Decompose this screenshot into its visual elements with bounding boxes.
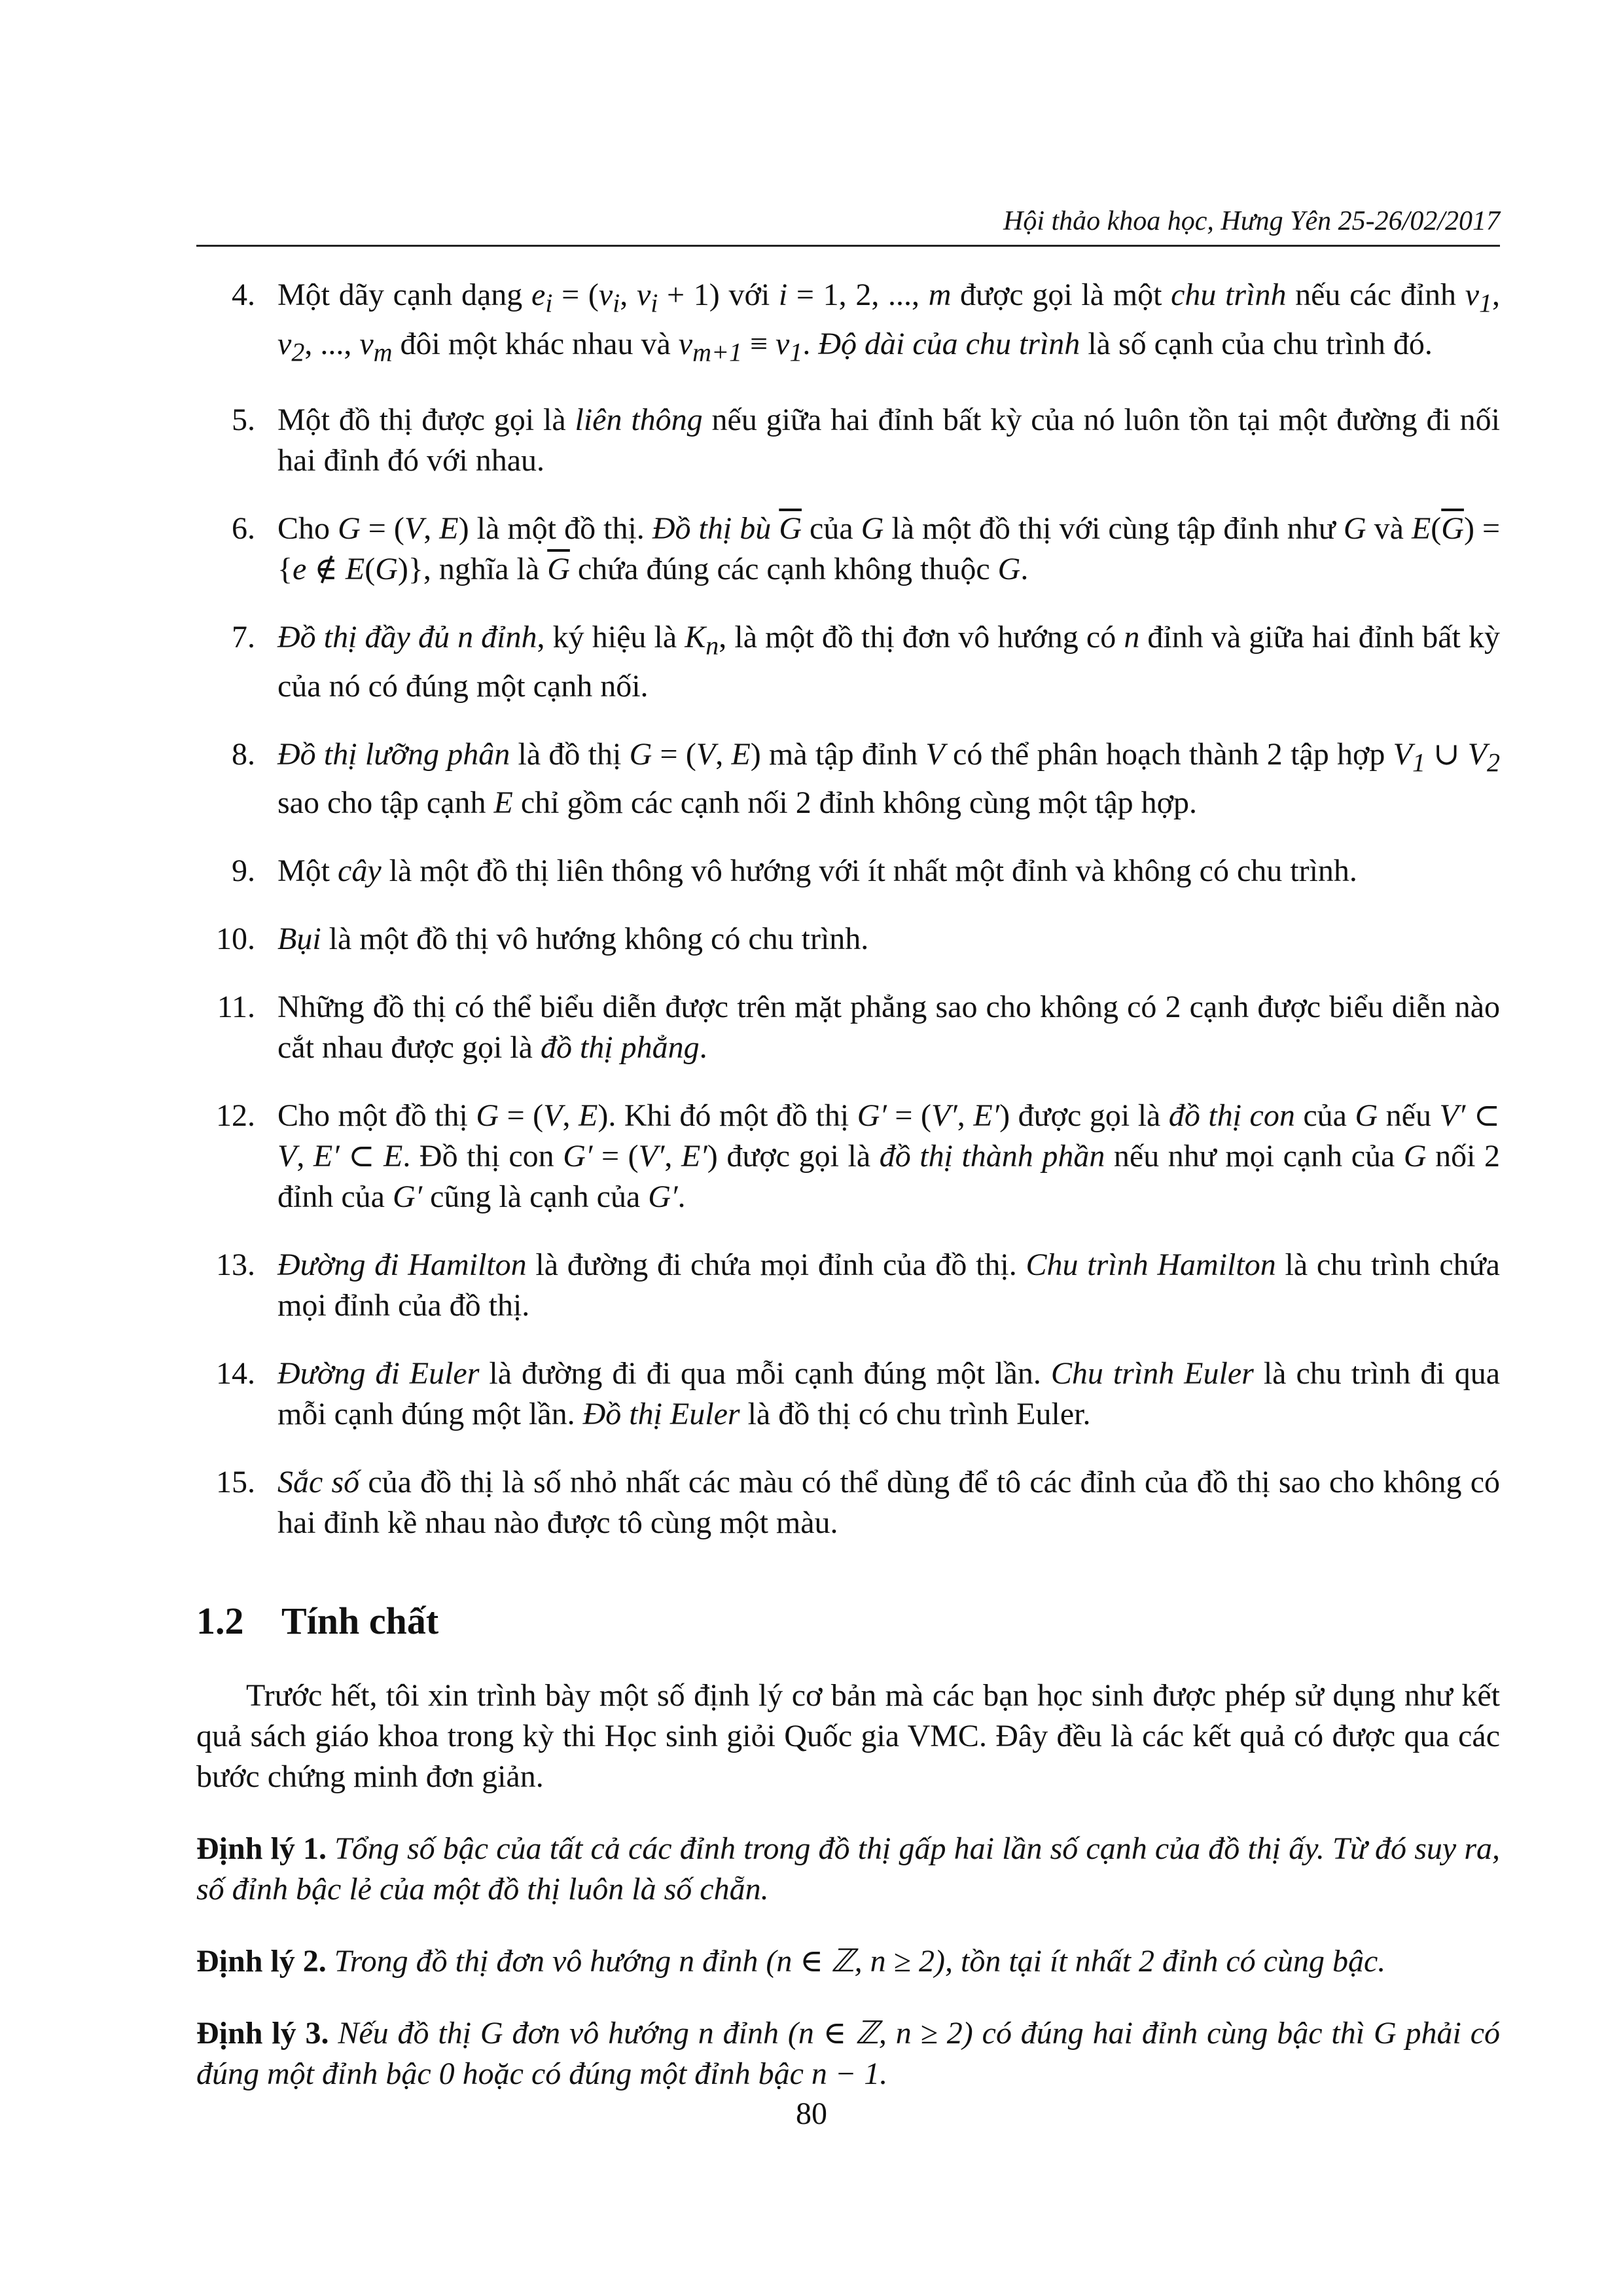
emphasis-term: Đồ thị Euler bbox=[582, 1397, 740, 1432]
math-symbol: V′ bbox=[1439, 1098, 1466, 1134]
text-run: . bbox=[677, 1179, 686, 1215]
math-symbol: E′ bbox=[313, 1139, 340, 1174]
math-symbol: G bbox=[861, 511, 884, 547]
list-item-text bbox=[277, 919, 1500, 960]
text-run: của đồ thị là số nhỏ nhất các màu có thể dùng để tô các đỉnh của đồ thị sao cho không có hai đỉnh kề nhau nào được tô cùng một màu. bbox=[277, 1465, 1500, 1541]
text-run: sao cho tập cạnh bbox=[277, 785, 494, 821]
theorem-statement: Tổng số bậc của tất cả các đỉnh trong đồ thị gấp hai lần số cạnh của đồ thị ấy. Từ đó suy ra, số đỉnh bậc lẻ của một đồ thị luôn là số chẵn. bbox=[196, 1831, 1501, 1907]
text-run: , bbox=[620, 278, 637, 312]
list-item-text bbox=[277, 851, 1500, 891]
theorem bbox=[196, 2013, 1500, 2094]
text-run: của bbox=[1294, 1098, 1355, 1134]
list-item-text bbox=[277, 1354, 1500, 1435]
math-symbol: V bbox=[696, 736, 716, 772]
page-content bbox=[196, 275, 1500, 2117]
math-symbol: G bbox=[476, 1098, 499, 1134]
text-run: là đường đi đi qua mỗi cạnh đúng một lần. bbox=[479, 1356, 1051, 1391]
text-run: đỉnh và giữa hai đỉnh bất kỳ của nó có đúng một cạnh nối. bbox=[277, 620, 1501, 704]
math-symbol: V bbox=[404, 511, 424, 547]
text-run: = ( bbox=[886, 1098, 931, 1134]
text-run: = ( bbox=[552, 278, 599, 312]
math-symbol: G bbox=[1355, 1098, 1378, 1134]
list-item bbox=[196, 275, 1500, 372]
math-symbol: G bbox=[629, 736, 652, 772]
text-run: ) = { bbox=[277, 511, 1501, 587]
running-header: Hội thảo khoa học, Hưng Yên 25-26/02/2017 bbox=[1003, 206, 1500, 236]
text-run: Một bbox=[277, 853, 338, 889]
math-symbol: i bbox=[778, 278, 788, 312]
text-run: . bbox=[699, 1030, 707, 1066]
list-item bbox=[196, 1354, 1500, 1435]
text-run: ≡ bbox=[741, 326, 776, 361]
math-symbol: n bbox=[1124, 620, 1140, 655]
section-title: Tính chất bbox=[281, 1600, 439, 1643]
text-run: = ( bbox=[592, 1139, 639, 1174]
math-symbol: V bbox=[1393, 736, 1412, 772]
section-heading bbox=[196, 1598, 1500, 1644]
list-item bbox=[196, 1096, 1500, 1217]
math-symbol: E bbox=[439, 511, 459, 547]
math-symbol: E bbox=[1411, 511, 1431, 547]
emphasis-term: đồ thị thành phần bbox=[879, 1139, 1105, 1174]
math-symbol: E′ bbox=[681, 1139, 707, 1174]
text-run: , bbox=[715, 736, 732, 772]
math-symbol: $\overline{G}$ bbox=[1441, 511, 1464, 547]
math-symbol: m+1 bbox=[692, 337, 742, 367]
math-symbol: V bbox=[543, 1098, 563, 1134]
text-run: + 1) với bbox=[658, 278, 779, 312]
emphasis-term: đồ thị phẳng bbox=[540, 1030, 700, 1066]
text-run: ) là một đồ thị. bbox=[458, 511, 652, 547]
emphasis-term: Đồ thị đầy đủ n đỉnh bbox=[277, 620, 537, 655]
theorem-statement: Nếu đồ thị G đơn vô hướng n đỉnh (n ∈ ℤ, n ≥ 2) có đúng hai đỉnh cùng bậc thì G phải có đúng một đỉnh bậc 0 hoặc có đúng một đỉnh bậc n − 1. bbox=[196, 2016, 1501, 2092]
text-run: = ( bbox=[360, 511, 404, 547]
text-run: ) mà tập đỉnh bbox=[750, 736, 926, 772]
math-symbol: G bbox=[1343, 511, 1366, 547]
text-run: . bbox=[802, 326, 819, 361]
math-symbol: m bbox=[928, 278, 952, 312]
list-item bbox=[196, 1245, 1500, 1326]
text-run: ∉ bbox=[306, 552, 346, 587]
list-item-number: 11. bbox=[217, 990, 255, 1025]
math-symbol: v bbox=[678, 326, 693, 361]
math-symbol: G′ bbox=[857, 1098, 887, 1134]
text-run: Một dãy cạnh dạng bbox=[277, 278, 531, 312]
math-symbol: 1 bbox=[1479, 288, 1493, 318]
math-symbol: V bbox=[925, 736, 945, 772]
math-symbol: 2 bbox=[1487, 747, 1501, 778]
list-item bbox=[196, 734, 1500, 824]
list-item bbox=[196, 987, 1500, 1068]
text-run: nếu bbox=[1378, 1098, 1440, 1134]
list-item-number: 5. bbox=[232, 403, 255, 438]
text-run: , bbox=[957, 1098, 974, 1134]
math-symbol: V bbox=[1467, 736, 1488, 772]
math-symbol: G bbox=[375, 552, 398, 587]
text-run: , là một đồ thị đơn vô hướng có bbox=[719, 620, 1124, 655]
text-run: chỉ gồm các cạnh nối 2 đỉnh không cùng một tập hợp. bbox=[512, 785, 1198, 821]
list-item-number: 7. bbox=[232, 620, 255, 655]
list-item bbox=[196, 617, 1500, 707]
text-run: , bbox=[664, 1139, 681, 1174]
emphasis-term: Bụi bbox=[277, 922, 321, 957]
text-run: ). Khi đó một đồ thị bbox=[597, 1098, 857, 1134]
list-item-text bbox=[277, 275, 1500, 372]
text-run: cũng là cạnh của bbox=[422, 1179, 649, 1215]
math-symbol: 1 bbox=[1412, 747, 1425, 778]
math-symbol: n bbox=[705, 630, 719, 660]
theorem-statement: Trong đồ thị đơn vô hướng n đỉnh (n ∈ ℤ, n ≥ 2), tồn tại ít nhất 2 đỉnh có cùng bậc. bbox=[326, 1944, 1386, 1979]
list-item bbox=[196, 400, 1500, 481]
list-item-text bbox=[277, 987, 1500, 1068]
text-run: là một đồ thị vô hướng không có chu trình. bbox=[321, 922, 869, 957]
text-run: )}, nghĩa là bbox=[397, 552, 548, 587]
emphasis-term: Chu trình Hamilton bbox=[1026, 1247, 1276, 1283]
text-run: là đồ thị bbox=[510, 736, 630, 772]
math-symbol: i bbox=[651, 288, 658, 318]
math-symbol: E bbox=[731, 736, 751, 772]
text-run: = 1, 2, ..., bbox=[787, 278, 929, 312]
text-run: = ( bbox=[499, 1098, 544, 1134]
text-run: ∪ bbox=[1425, 736, 1468, 772]
math-symbol: $\overline{G}$ bbox=[547, 552, 570, 587]
text-run: , ..., bbox=[304, 326, 360, 361]
list-item-number: 9. bbox=[232, 853, 255, 889]
text-run: là một đồ thị với cùng tập đỉnh như bbox=[883, 511, 1344, 547]
list-item-text bbox=[277, 1462, 1500, 1543]
list-item-number: 12. bbox=[216, 1098, 255, 1134]
emphasis-term: Đường đi Euler bbox=[277, 1356, 480, 1391]
math-symbol: V bbox=[277, 1139, 297, 1174]
text-run: , bbox=[296, 1139, 313, 1174]
text-run: và bbox=[1366, 511, 1412, 547]
text-run: . bbox=[1020, 552, 1029, 587]
text-run: là số cạnh của chu trình đó. bbox=[1080, 326, 1433, 361]
emphasis-term: Đồ thị lưỡng phân bbox=[277, 736, 510, 772]
text-run: được gọi là một bbox=[951, 278, 1171, 312]
math-symbol: E bbox=[579, 1098, 598, 1134]
text-run: là chu trình chứa mọi đỉnh của đồ thị. bbox=[277, 1247, 1500, 1323]
math-symbol: G′ bbox=[648, 1179, 678, 1215]
text-run: là chu trình đi qua mỗi cạnh đúng một lần. bbox=[277, 1356, 1500, 1432]
math-symbol: V′ bbox=[638, 1139, 665, 1174]
emphasis-term: đồ thị con bbox=[1168, 1098, 1295, 1134]
emphasis-term: Đồ thị bù bbox=[652, 511, 779, 547]
text-run: , ký hiệu là bbox=[537, 620, 685, 655]
list-item-text bbox=[277, 617, 1500, 707]
definition-list bbox=[196, 275, 1500, 1543]
text-run: của bbox=[802, 511, 861, 547]
emphasis-term: chu trình bbox=[1171, 278, 1287, 312]
math-symbol: v bbox=[1465, 278, 1480, 312]
math-symbol: E bbox=[383, 1139, 403, 1174]
math-symbol: G′ bbox=[563, 1139, 593, 1174]
math-symbol: m bbox=[373, 337, 393, 367]
emphasis-term: Sắc số bbox=[277, 1465, 360, 1500]
text-run: ⊂ bbox=[339, 1139, 384, 1174]
math-symbol: i bbox=[613, 288, 620, 318]
text-run: đôi một khác nhau và bbox=[392, 326, 679, 361]
math-symbol: e bbox=[293, 552, 307, 587]
list-item-number: 10. bbox=[216, 922, 255, 957]
text-run: Một đồ thị được gọi là bbox=[277, 403, 575, 438]
theorem bbox=[196, 1941, 1500, 1982]
list-item-number: 4. bbox=[232, 278, 255, 312]
emphasis-term: cây bbox=[338, 853, 382, 889]
text-run: ) được gọi là bbox=[999, 1098, 1169, 1134]
list-item-text bbox=[277, 1096, 1500, 1217]
math-symbol: K bbox=[685, 620, 706, 655]
theorem bbox=[196, 1829, 1500, 1910]
math-symbol: E′ bbox=[973, 1098, 1000, 1134]
text-run: ) được gọi là bbox=[707, 1139, 880, 1174]
theorem-label: Định lý 3. bbox=[196, 2016, 329, 2051]
header-rule bbox=[196, 245, 1500, 247]
list-item bbox=[196, 1462, 1500, 1543]
text-run: , bbox=[423, 511, 440, 547]
text-run: , bbox=[562, 1098, 579, 1134]
math-symbol: i bbox=[545, 288, 553, 318]
list-item-number: 8. bbox=[232, 736, 255, 772]
text-run: nếu như mọi cạnh của bbox=[1105, 1139, 1404, 1174]
text-run: chứa đúng các cạnh không thuộc bbox=[569, 552, 998, 587]
emphasis-term: Chu trình Euler bbox=[1050, 1356, 1254, 1391]
section-number: 1.2 bbox=[196, 1600, 244, 1643]
list-item bbox=[196, 851, 1500, 891]
list-item bbox=[196, 509, 1500, 590]
math-symbol: G′ bbox=[392, 1179, 423, 1215]
text-run: ⊂ bbox=[1465, 1098, 1501, 1134]
text-run: , bbox=[1492, 278, 1501, 312]
text-run: Cho bbox=[277, 511, 338, 547]
math-symbol: G bbox=[338, 511, 361, 547]
math-symbol: v bbox=[277, 326, 292, 361]
theorem-label: Định lý 2. bbox=[196, 1944, 327, 1979]
list-item-number: 15. bbox=[216, 1465, 255, 1500]
text-run: Những đồ thị có thể biểu diễn được trên mặt phẳng sao cho không có 2 cạnh được biểu diễn nào cắt nhau được gọi là bbox=[277, 990, 1500, 1066]
theorem-list bbox=[196, 1829, 1500, 2094]
math-symbol: E bbox=[345, 552, 365, 587]
text-run: Cho một đồ thị bbox=[277, 1098, 476, 1134]
text-run: ( bbox=[365, 552, 376, 587]
math-symbol: v bbox=[598, 278, 613, 312]
text-run: . Đồ thị con bbox=[402, 1139, 563, 1174]
text-run: nếu các đỉnh bbox=[1286, 278, 1465, 312]
theorem-label: Định lý 1. bbox=[196, 1831, 327, 1867]
list-item-text bbox=[277, 400, 1500, 481]
text-run: nối 2 đỉnh của bbox=[277, 1139, 1501, 1215]
math-symbol: v bbox=[359, 326, 374, 361]
text-run: là đồ thị có chu trình Euler. bbox=[740, 1397, 1091, 1432]
math-symbol: 1 bbox=[789, 337, 803, 367]
text-run: có thể phân hoạch thành 2 tập hợp bbox=[944, 736, 1393, 772]
text-run: là đường đi chứa mọi đỉnh của đồ thị. bbox=[526, 1247, 1026, 1283]
math-symbol: V′ bbox=[931, 1098, 957, 1134]
list-item-number: 14. bbox=[216, 1356, 255, 1391]
text-run: = ( bbox=[652, 736, 696, 772]
emphasis-term: Đường đi Hamilton bbox=[277, 1247, 527, 1283]
math-symbol: v bbox=[776, 326, 790, 361]
math-symbol: E bbox=[493, 785, 513, 821]
text-run: là một đồ thị liên thông vô hướng với ít nhất một đỉnh và không có chu trình. bbox=[381, 853, 1357, 889]
math-symbol: 2 bbox=[291, 337, 305, 367]
list-item-text bbox=[277, 734, 1500, 824]
math-symbol: $\overline{G}$ bbox=[779, 511, 802, 547]
list-item-text bbox=[277, 1245, 1500, 1326]
list-item-number: 13. bbox=[216, 1247, 255, 1283]
math-symbol: G bbox=[997, 552, 1021, 587]
math-symbol: e bbox=[531, 278, 546, 312]
list-item-text bbox=[277, 509, 1500, 590]
math-symbol: G bbox=[1403, 1139, 1427, 1174]
page-number: 80 bbox=[796, 2096, 827, 2131]
emphasis-term: Độ dài của chu trình bbox=[818, 326, 1080, 361]
list-item bbox=[196, 919, 1500, 960]
text-run: ( bbox=[1431, 511, 1442, 547]
emphasis-term: liên thông bbox=[575, 403, 703, 438]
math-symbol: v bbox=[636, 278, 651, 312]
intro-paragraph: Trước hết, tôi xin trình bày một số định lý cơ bản mà các bạn học sinh được phép sử dụng như kết quả sách giáo khoa trong kỳ thi Học sinh giỏi Quốc gia VMC. Đây đều là các kết quả có được qua các bước chứng minh đơn giản. bbox=[196, 1678, 1500, 1795]
list-item-number: 6. bbox=[232, 511, 255, 547]
text-run: nếu giữa hai đỉnh bất kỳ của nó luôn tồn tại một đường đi nối hai đỉnh đó với nhau. bbox=[277, 403, 1501, 478]
